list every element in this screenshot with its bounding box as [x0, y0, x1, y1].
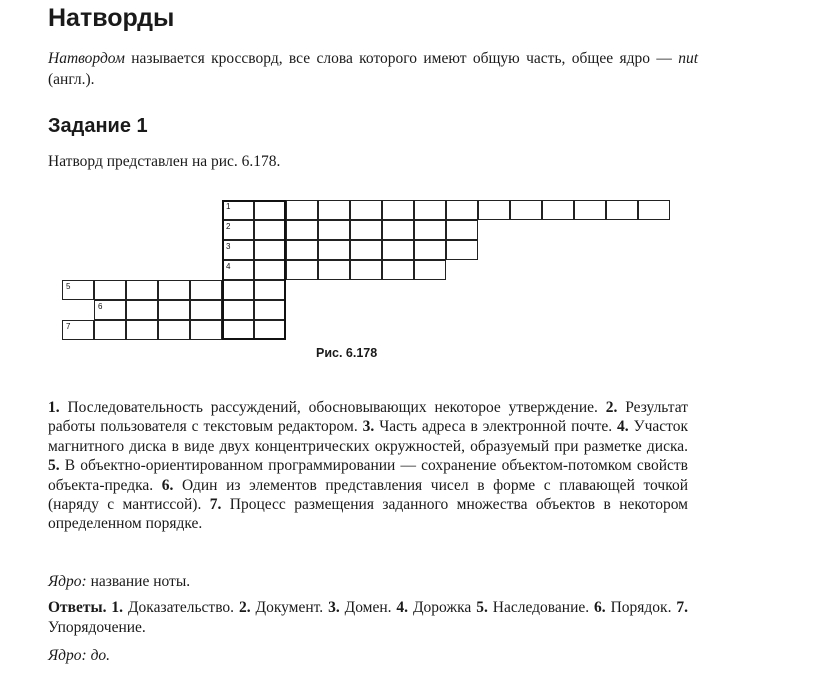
crossword-cell: [446, 240, 478, 260]
clue-number: 6: [98, 302, 103, 311]
clue-text: Один из элементов представления чисел в форме с плавающей точкой (наряду с мантиссой).: [48, 476, 688, 514]
answer-number: 5.: [471, 599, 488, 616]
page-title: Натворды: [48, 4, 175, 32]
clue-number: 4.: [617, 418, 629, 436]
crossword-cell: [382, 220, 414, 240]
answer-text: Документ.: [250, 599, 324, 616]
clue-text: Процесс размещения заданного множества объектов в некотором определенном порядке.: [48, 496, 688, 533]
answer-number: 7.: [671, 599, 689, 616]
crossword-cell: [62, 280, 94, 300]
answer-number: 1.: [106, 599, 124, 616]
crossword-cell: [286, 260, 318, 280]
crossword-cell: [254, 240, 286, 260]
crossword-cell: [222, 320, 254, 340]
crossword-cell: [158, 280, 190, 300]
crossword-cell: [446, 220, 478, 240]
crossword-cell: [318, 240, 350, 260]
answer-number: 6.: [589, 599, 606, 616]
crossword-cell: [190, 280, 222, 300]
figure-caption: Рис. 6.178: [316, 346, 378, 360]
crossword-cell: [350, 200, 382, 220]
task-text: Натворд представлен на рис. 6.178.: [48, 153, 281, 170]
clue-number: 5.: [48, 457, 60, 475]
answer-text: Упорядочение.: [48, 619, 146, 636]
clue-number: 6.: [161, 476, 174, 494]
clue-text: Часть адреса в электронной почте.: [374, 418, 618, 436]
clue-text: Результат работы пользователя с текстовым редактором.: [48, 399, 688, 436]
core-hint-text: название ноты.: [86, 573, 191, 590]
answers-label: Ответы.: [48, 599, 107, 616]
crossword-cell: [94, 320, 126, 340]
core-answer-text: Ядро: до.: [48, 647, 111, 664]
crossword-cell: [574, 200, 606, 220]
crossword-cell: [542, 200, 574, 220]
answer-text: Порядок.: [605, 599, 672, 616]
crossword-cell: [254, 300, 286, 320]
crossword-cell: [254, 200, 286, 220]
task-heading: Задание 1: [48, 115, 148, 137]
clue-number: 3.: [362, 418, 375, 436]
crossword-cell: [382, 240, 414, 260]
crossword-cell: [510, 200, 542, 220]
crossword-cell: [318, 200, 350, 220]
answer-number: 2.: [234, 599, 251, 616]
clues-paragraph: [48, 398, 688, 534]
clue-number: 4: [226, 262, 231, 271]
answer-text: Наследование.: [487, 599, 590, 616]
clue-number: 3: [226, 242, 231, 251]
clue-text: Участок магнитного диска в виде двух концентрических окружностей, образуемый при разметке диска.: [48, 418, 688, 455]
crossword-cell: [126, 320, 158, 340]
crossword-cell: [222, 280, 254, 300]
crossword-cell: [254, 280, 286, 300]
answer-number: 3.: [323, 599, 340, 616]
crossword-cell: [286, 200, 318, 220]
crossword-cell: [222, 300, 254, 320]
crossword-cell: [446, 200, 478, 220]
crossword-cell: [318, 220, 350, 240]
crossword-cell: [190, 300, 222, 320]
intro-text: называется кроссворд, все слова которого имеют общую часть, общее ядро —: [124, 50, 679, 67]
intro-nut: nut: [678, 50, 698, 67]
crossword-cell: [414, 240, 446, 260]
crossword-cell: [478, 200, 510, 220]
clue-number: 2: [226, 222, 231, 231]
crossword-cell: [382, 200, 414, 220]
core-answer: [48, 647, 110, 665]
crossword-cell: [254, 260, 286, 280]
clue-text: Последовательность рассуждений, обосновывающих некоторое утверждение.: [59, 399, 606, 416]
clue-text: В объектно-ориентированном программировании — сохранение объектом-потомком свойств объекта-предка.: [48, 457, 688, 494]
answer-text: Доказательство.: [123, 599, 235, 616]
crossword-cell: [350, 220, 382, 240]
intro-term: Натвордом: [48, 50, 125, 67]
crossword-cell: [158, 320, 190, 340]
crossword-cell: [94, 300, 126, 320]
crossword-cell: [414, 260, 446, 280]
clue-number: 2.: [605, 399, 618, 416]
crossword-cell: [190, 320, 222, 340]
clue-number: 1.: [48, 399, 60, 416]
crossword-cell: [222, 200, 254, 220]
crossword-cell: [222, 220, 254, 240]
clue-number: 7.: [209, 496, 222, 514]
crossword-cell: [382, 260, 414, 280]
crossword-cell: [222, 260, 254, 280]
crossword-cell: [126, 280, 158, 300]
clue-number: 7: [66, 322, 71, 331]
intro-text-end: (англ.).: [48, 71, 95, 88]
crossword-cell: [254, 320, 286, 340]
crossword-cell: [222, 240, 254, 260]
crossword-cell: [126, 300, 158, 320]
answers-paragraph: [48, 598, 688, 638]
answer-number: 4.: [391, 599, 409, 616]
crossword-cell: [318, 260, 350, 280]
clue-number: 1: [226, 202, 231, 211]
crossword-cell: [158, 300, 190, 320]
core-hint: [48, 573, 190, 591]
crossword-cell: [414, 220, 446, 240]
crossword-cell: [606, 200, 638, 220]
crossword-cell: [62, 320, 94, 340]
crossword-cell: [414, 200, 446, 220]
crossword-cell: [286, 240, 318, 260]
crossword-cell: [286, 220, 318, 240]
clue-number: 5: [66, 282, 71, 291]
intro-paragraph: [48, 48, 698, 90]
answer-text: Домен.: [339, 599, 392, 616]
core-hint-label: Ядро:: [48, 573, 87, 590]
crossword-cell: [350, 240, 382, 260]
crossword-cell: [350, 260, 382, 280]
crossword-cell: [94, 280, 126, 300]
answer-text: Дорожка: [408, 599, 472, 616]
crossword-cell: [254, 220, 286, 240]
crossword-cell: [638, 200, 670, 220]
